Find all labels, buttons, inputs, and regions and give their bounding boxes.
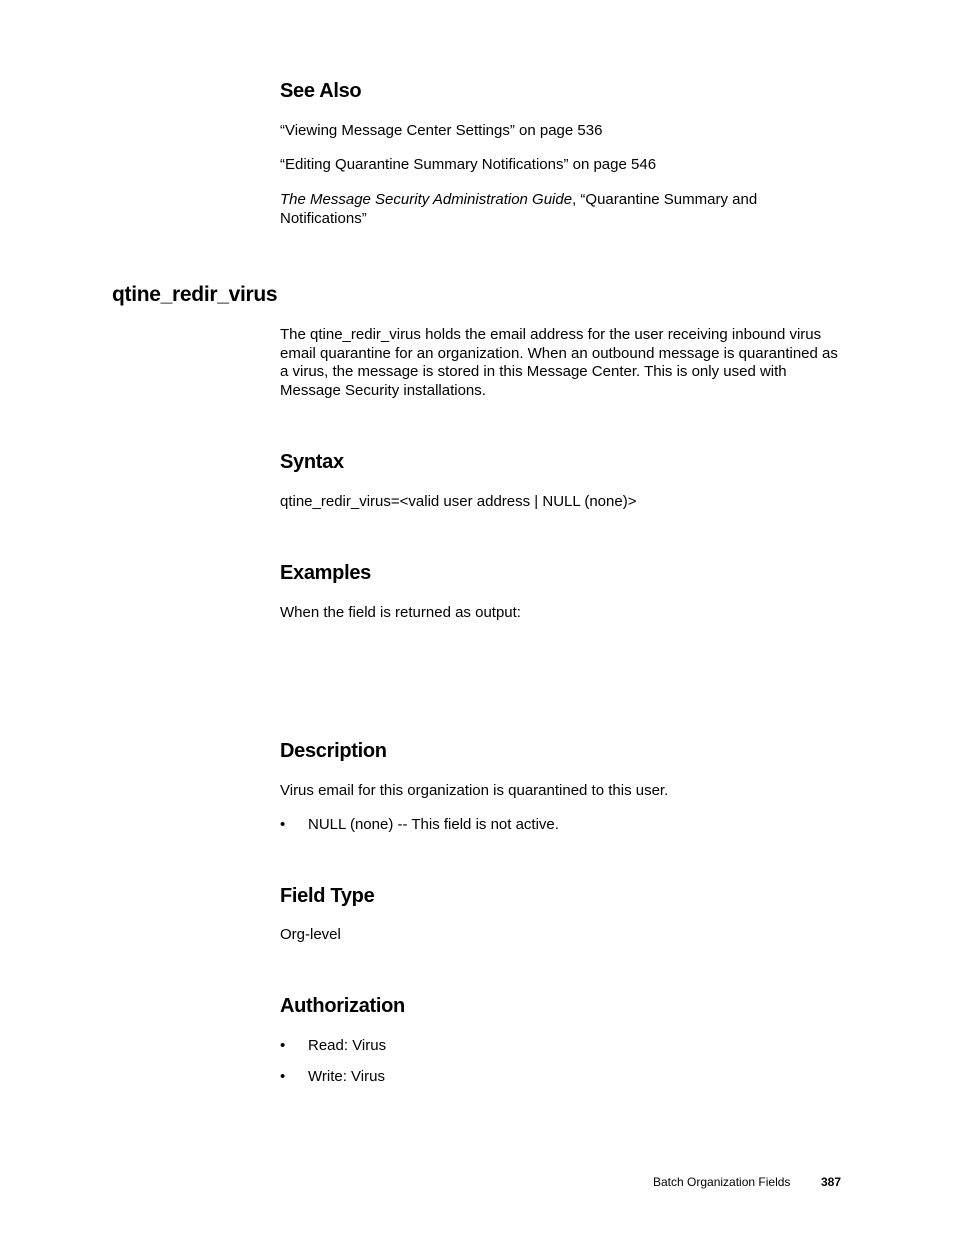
section-intro: The qtine_redir_virus holds the email address for the user receiving inbound virus email quarantine for an organization. When an outbound message is quarantined as a virus, the message is stored in this Message Center. This is only used with Message Security installations.: [280, 326, 838, 399]
bullet-marker: •: [280, 1037, 286, 1054]
footer-chapter-label: Batch Organization Fields: [653, 1175, 791, 1189]
authorization-bullet-write: Write: Virus: [308, 1068, 385, 1085]
see-also-link-viewing-message-center[interactable]: “Viewing Message Center Settings” on page 536: [280, 122, 603, 139]
examples-heading: Examples: [280, 562, 371, 584]
see-also-link-editing-quarantine[interactable]: “Editing Quarantine Summary Notifications” on page 546: [280, 156, 657, 173]
footer-page-number: 387: [821, 1175, 842, 1189]
field-type-text: Org-level: [280, 926, 341, 943]
authorization-bullet-read: Read: Virus: [308, 1037, 387, 1054]
description-text: Virus email for this organization is quarantined to this user.: [280, 782, 669, 799]
syntax-heading: Syntax: [280, 451, 344, 473]
field-type-heading: Field Type: [280, 885, 375, 907]
authorization-heading: Authorization: [280, 995, 405, 1017]
syntax-text: qtine_redir_virus=<valid user address | NULL (none)>: [280, 493, 637, 510]
guide-chapter: , “Quarantine Summary and Notifications”: [280, 191, 758, 227]
section-title: qtine_redir_virus: [112, 283, 278, 306]
bullet-marker: •: [280, 1068, 286, 1085]
guide-title: The Message Security Administration Guide: [280, 191, 573, 208]
description-heading: Description: [280, 740, 387, 762]
bullet-marker: •: [280, 816, 286, 833]
see-also-guide-reference[interactable]: [280, 191, 800, 228]
description-bullet-null: NULL (none) -- This field is not active.: [308, 816, 559, 833]
see-also-heading: See Also: [280, 80, 362, 102]
examples-text: When the field is returned as output:: [280, 604, 521, 621]
